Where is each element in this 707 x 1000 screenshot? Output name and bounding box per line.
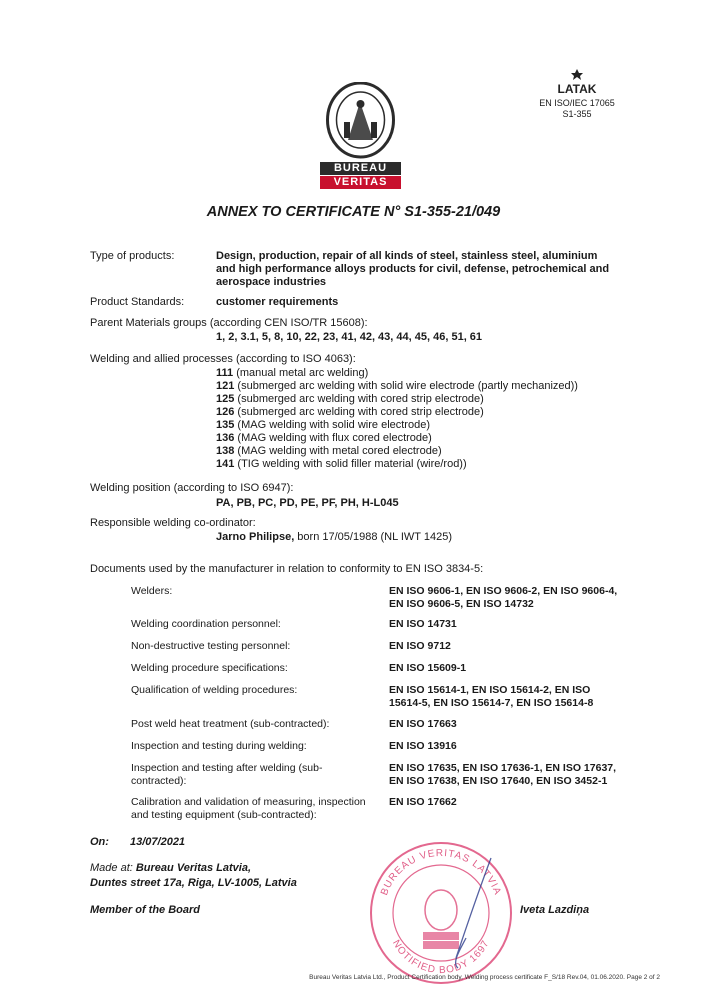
parent-materials-value: 1, 2, 3.1, 5, 8, 10, 22, 23, 41, 42, 43, 44, 45, 46, 51, 61 bbox=[216, 331, 483, 343]
doc-value: EN ISO 17663 bbox=[389, 718, 457, 730]
processes-label: Welding and allied processes (according to ISO 4063): bbox=[90, 353, 356, 365]
doc-key: Non-destructive testing personnel: bbox=[131, 640, 291, 652]
doc-value: EN ISO 17635, EN ISO 17636-1, EN ISO 17637, EN ISO 17638, EN ISO 17640, EN ISO 3452-1 bbox=[389, 762, 617, 787]
doc-value: EN ISO 14731 bbox=[389, 618, 457, 630]
bureau-veritas-logo bbox=[318, 82, 403, 192]
stamp-bottom-text: NOTIFIED BODY 1697 bbox=[390, 938, 492, 977]
coordinator-label: Responsible welding co-ordinator: bbox=[90, 517, 256, 529]
process-item: 126 (submerged arc welding with cored strip electrode) bbox=[216, 406, 484, 418]
products-line: aerospace industries bbox=[216, 276, 327, 288]
footer-note: Bureau Veritas Latvia Ltd., Product Certification body, Welding process certificate F_S/18 Rev.04, 01.06.2020. Page 2 of 2 bbox=[309, 974, 660, 981]
products-line: Design, production, repair of all kinds of steel, stainless steel, aluminium bbox=[216, 250, 598, 262]
parent-materials-label: Parent Materials groups (according CEN ISO/TR 15608): bbox=[90, 317, 368, 329]
doc-value: EN ISO 13916 bbox=[389, 740, 457, 752]
doc-value: EN ISO 17662 bbox=[389, 796, 457, 808]
process-item: 111 (manual metal arc welding) bbox=[216, 367, 369, 379]
accreditation-mark-text: LATAK bbox=[557, 82, 597, 96]
process-item: 138 (MAG welding with metal cored electrode) bbox=[216, 445, 442, 457]
position-label: Welding position (according to ISO 6947): bbox=[90, 482, 294, 494]
made-at-address: Duntes street 17a, Riga, LV-1005, Latvia bbox=[90, 877, 297, 889]
process-item: 125 (submerged arc welding with cored strip electrode) bbox=[216, 393, 484, 405]
position-value: PA, PB, PC, PD, PE, PF, PH, H-L045 bbox=[216, 497, 399, 509]
logo-bar-top: BUREAU bbox=[333, 162, 388, 174]
doc-key: Post weld heat treatment (sub-contracted): bbox=[131, 718, 330, 730]
doc-key: Welding coordination personnel: bbox=[131, 618, 281, 630]
documents-intro: Documents used by the manufacturer in relation to conformity to EN ISO 3834-5: bbox=[90, 563, 484, 575]
doc-key: Inspection and testing after welding (sub- contracted): bbox=[131, 762, 323, 787]
standards-value: customer requirements bbox=[216, 296, 339, 308]
products-label: Type of products: bbox=[90, 250, 175, 262]
coordinator-details: born 17/05/1988 (NL IWT 1425) bbox=[294, 531, 453, 543]
products-value bbox=[216, 250, 609, 289]
date-label: On: bbox=[90, 836, 109, 848]
process-item: 121 (submerged arc welding with solid wire electrode (partly mechanized)) bbox=[216, 380, 578, 392]
doc-key: Calibration and validation of measuring, inspection and testing equipment (sub-contracted): bbox=[131, 796, 366, 821]
doc-value: EN ISO 15609-1 bbox=[389, 662, 467, 674]
processes-list bbox=[216, 367, 578, 471]
signer-name: Iveta Lazdiņa bbox=[520, 904, 590, 916]
doc-key: Qualification of welding procedures: bbox=[131, 684, 298, 696]
doc-value: EN ISO 15614-1, EN ISO 15614-2, EN ISO 15614-5, EN ISO 15614-7, EN ISO 15614-8 bbox=[389, 684, 594, 709]
accreditation-standard: EN ISO/IEC 17065 bbox=[539, 98, 615, 108]
accreditation-code: S1-355 bbox=[562, 109, 592, 119]
standards-label: Product Standards: bbox=[90, 296, 185, 308]
coordinator-name: Jarno Philipse, bbox=[216, 531, 295, 543]
process-item: 136 (MAG welding with flux cored electrode) bbox=[216, 432, 432, 444]
stamp-top-text: BUREAU VERITAS LATVIA bbox=[379, 847, 503, 897]
page-title: ANNEX TO CERTIFICATE N° S1-355-21/049 bbox=[206, 204, 501, 220]
made-at: Made at: Bureau Veritas Latvia, bbox=[90, 862, 251, 874]
logo-bar-bottom: VERITAS bbox=[333, 176, 388, 188]
accreditation-block bbox=[527, 68, 627, 120]
doc-key: Inspection and testing during welding: bbox=[131, 740, 307, 752]
member-title: Member of the Board bbox=[90, 904, 201, 916]
official-stamp bbox=[366, 838, 516, 988]
date-value: 13/07/2021 bbox=[130, 836, 186, 848]
coordinator-value bbox=[216, 531, 452, 544]
stamp-seal-icon bbox=[366, 838, 516, 988]
process-item: 135 (MAG welding with solid wire electrode) bbox=[216, 419, 430, 431]
doc-value: EN ISO 9712 bbox=[389, 640, 451, 652]
doc-key: Welding procedure specifications: bbox=[131, 662, 288, 674]
doc-key: Welders: bbox=[131, 585, 173, 597]
process-item: 141 (TIG welding with solid filler material (wire/rod)) bbox=[216, 458, 467, 470]
latak-mark-icon bbox=[552, 68, 602, 98]
doc-value: EN ISO 9606-1, EN ISO 9606-2, EN ISO 9606-4, EN ISO 9606-5, EN ISO 14732 bbox=[389, 585, 618, 610]
products-line: and high performance alloys products for civil, defense, petrochemical and bbox=[216, 263, 610, 275]
